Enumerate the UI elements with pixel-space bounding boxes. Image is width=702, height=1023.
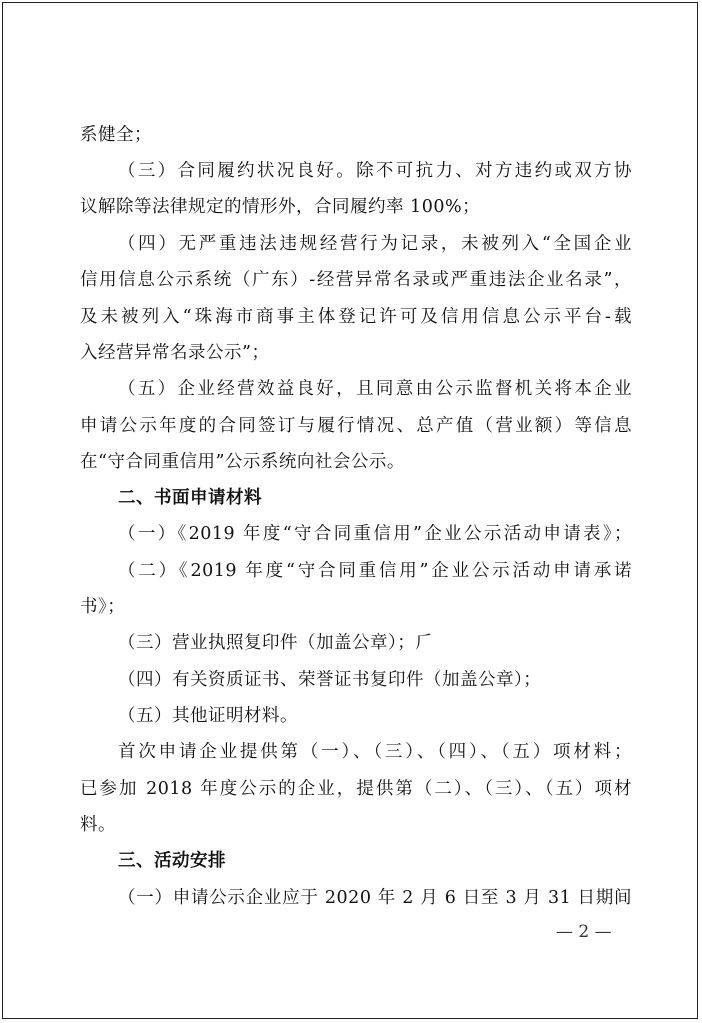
list-item: （五）其他证明材料。 <box>118 706 298 726</box>
list-item: 书》； <box>80 597 126 617</box>
paragraph-line: 在“守合同重信用”公示系统向社会公示。 <box>80 452 405 472</box>
paragraph-line: （三）合同履约状况良好。除不可抗力、对方违约或双方协 <box>118 161 632 181</box>
list-item: （一）《2019 年度“守合同重信用”企业公示活动申请表》； <box>118 524 632 544</box>
page-number: — 2 — <box>556 922 612 942</box>
list-item: （三）营业执照复印件（加盖公章）；𠂆 <box>118 633 434 653</box>
list-item: （二）《2019 年度“守合同重信用”企业公示活动申请承诺 <box>118 561 632 581</box>
paragraph-line: 议解除等法律规定的情形外，合同履约率 100%； <box>80 197 481 217</box>
paragraph-line: （四）无严重违法违规经营行为记录，未被列入“全国企业 <box>118 234 632 254</box>
paragraph-line: 首次申请企业提供第（一）、（三）、（四）、（五）项材料； <box>118 742 632 762</box>
list-item: （四）有关资质证书、荣誉证书复印件（加盖公章）； <box>118 670 542 690</box>
paragraph-line: 系健全； <box>80 125 152 145</box>
paragraph-line: （五）企业经营效益良好，且同意由公示监督机关将本企业 <box>118 379 632 399</box>
paragraph-line: 已参加 2018 年度公示的企业，提供第（二）、（三）、（五）项材 <box>80 779 632 799</box>
section-heading: 三、活动安排 <box>118 851 226 871</box>
paragraph-line: （一）申请公示企业应于 2020 年 2 月 6 日至 3 月 31 日期间 <box>118 888 632 908</box>
document-page <box>2 2 698 1019</box>
paragraph-line: 信用信息公示系统（广东）-经营异常名录或严重违法企业名录”， <box>80 270 632 290</box>
paragraph-line: 及未被列入“珠海市商事主体登记许可及信用信息公示平台-载 <box>80 307 632 327</box>
paragraph-line: 料。 <box>80 815 116 835</box>
section-heading: 二、书面申请材料 <box>118 488 262 508</box>
paragraph-line: 入经营异常名录公示”； <box>80 343 270 363</box>
paragraph-line: 申请公示年度的合同签订与履行情况、总产值（营业额）等信息 <box>80 416 632 436</box>
